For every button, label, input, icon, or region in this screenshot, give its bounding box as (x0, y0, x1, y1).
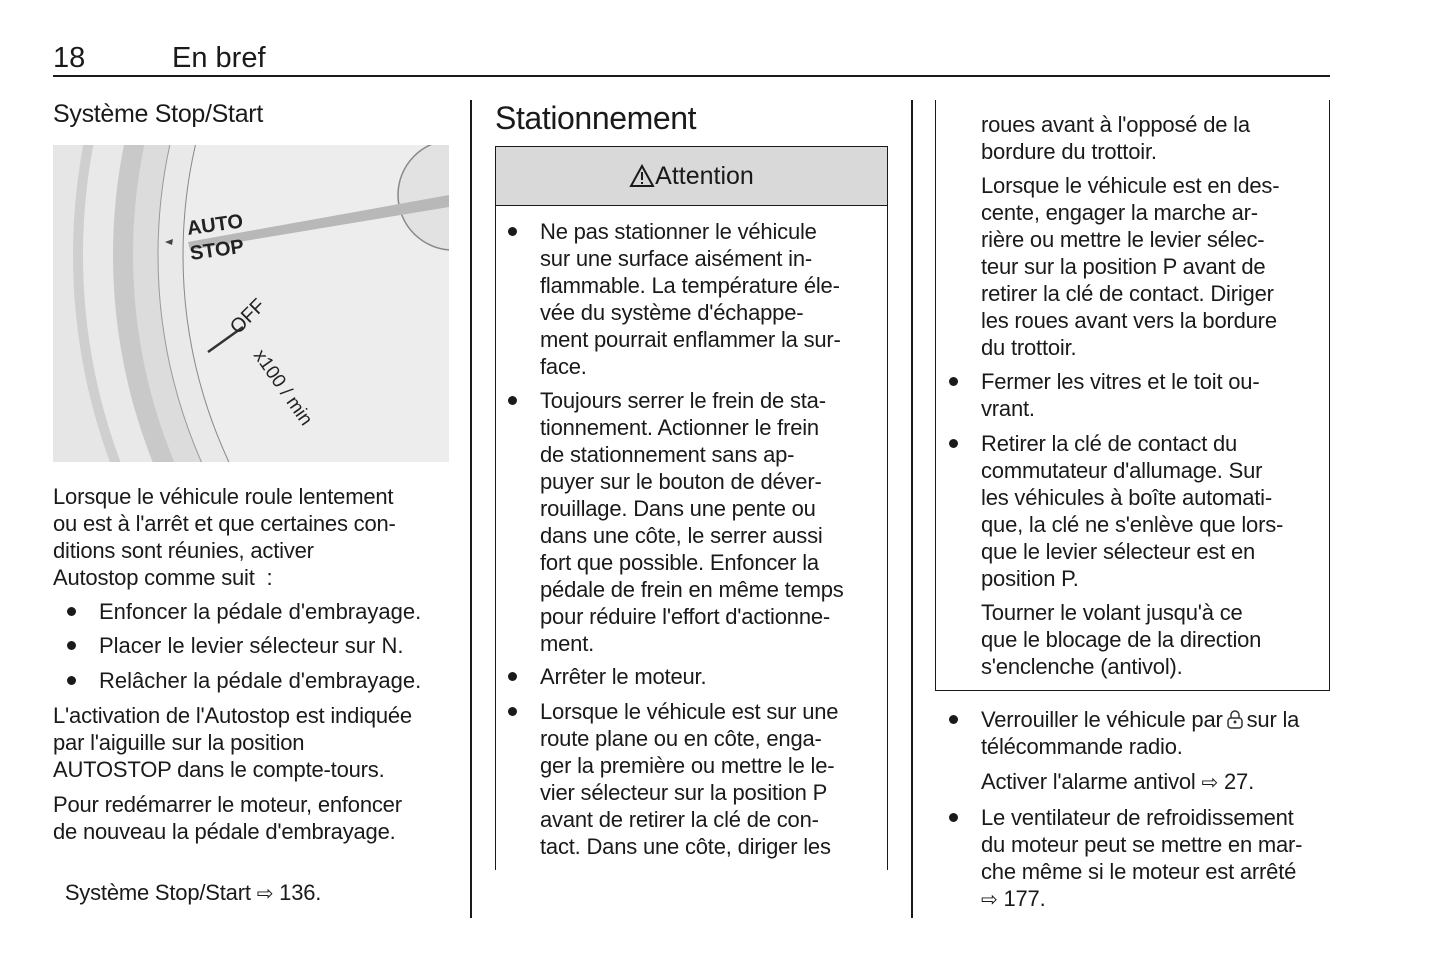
alarm-reference (981, 768, 1254, 797)
cross-reference (53, 852, 321, 908)
list-item: Fermer les vitres et le toit ou- vrant. (981, 369, 1260, 421)
fan-page[interactable]: 177. (1003, 886, 1046, 911)
column-divider (470, 100, 472, 918)
attention-header (496, 147, 887, 206)
lock-button-icon (1226, 709, 1244, 729)
list-item: Retirer la clé de contact du commutateur d'allumage. Sur les véhicules à boîte automati- que, la clé ne s'enlève que lors- que le levier sélecteur est en position P. (981, 431, 1284, 591)
section-heading: Système Stop/Start (53, 100, 263, 128)
continued-text: roues avant à l'opposé de la bordure du trottoir. (981, 112, 1250, 164)
stop-label: STOP (188, 235, 246, 265)
list-item (981, 706, 1299, 760)
activation-paragraph: L'activation de l'Autostop est indiquée par l'aiguille sur la position AUTOSTOP dans le compte-tours. (53, 703, 412, 782)
tachometer-illustration (53, 145, 449, 462)
page-reference-arrow-icon: ⇨ (981, 889, 998, 911)
unit-label: x100 / min (248, 345, 317, 430)
section-title: En bref (172, 42, 266, 74)
page-reference-arrow-icon: ⇨ (256, 883, 274, 905)
column-divider (911, 100, 913, 918)
list-item: Relâcher la pédale d'embrayage. (99, 668, 422, 693)
page-reference-arrow-icon: ⇨ (1201, 772, 1219, 794)
alarm-page[interactable]: 27. (1224, 769, 1254, 794)
section-heading: Stationnement (495, 100, 697, 136)
tachometer-figure (53, 145, 449, 462)
page-number: 18 (53, 42, 86, 74)
auto-label: AUTO (185, 210, 245, 240)
list-item: Arrêter le moteur. (540, 664, 707, 689)
list-item: Placer le levier sélecteur sur N. (99, 633, 404, 658)
reference-text: Système Stop/Start (64, 880, 251, 905)
list-item: Ne pas stationner le véhicule sur une surface aisément in- flammable. La température éle- vée du système d'échappe- ment pourrait enflammer la sur- face. (540, 219, 841, 379)
list-item: Lorsque le véhicule est sur une route plane ou en côte, enga- ger la première ou mettre le le- vier sélecteur sur la position P avant de retirer la clé de con- tact. Dans une côte, diriger les (540, 699, 839, 859)
lock-text: Verrouiller le véhicule par (981, 707, 1223, 732)
intro-paragraph: Lorsque le véhicule roule lentement ou est à l'arrêt et que certaines con- ditions sont réunies, activer Autostop comme suit : (53, 484, 396, 590)
lock-text-c: télécommande radio. (981, 734, 1183, 759)
off-label: OFF (225, 294, 270, 339)
downhill-paragraph: Lorsque le véhicule est en des- cente, engager la marche ar- rière ou mettre le levier sélec- teur sur la position P avant de retirer la clé de contact. Diriger les roues avant vers la bordure du trottoir. (981, 173, 1280, 360)
steering-paragraph: Tourner le volant jusqu'à ce que le blocage de la direction s'enclenche (antivol). (981, 600, 1262, 679)
attention-label: Attention (655, 161, 754, 190)
list-item: Toujours serrer le frein de sta- tionnement. Actionner le frein de stationnement sans ap- puyer sur le bouton de déver- rouillage. Dans une pente ou dans une côte, le serrer aussi fort que possible. Enfoncer la pédale de frein en même temps pour réduire l'effort d'actionne- ment. (540, 388, 844, 656)
restart-paragraph: Pour redémarrer le moteur, enfoncer de nouveau la pédale d'embrayage. (53, 792, 402, 844)
fan-text: Le ventilateur de refroidissement du moteur peut se mettre en mar- che même si le moteur est arrêté (981, 805, 1303, 884)
list-item (981, 804, 1302, 914)
reference-page[interactable]: 136. (279, 880, 322, 905)
lock-text-b: sur la (1246, 707, 1300, 732)
header-rule (53, 75, 1330, 77)
list-item: Enfoncer la pédale d'embrayage. (99, 599, 422, 624)
alarm-text: Activer l'alarme antivol (981, 769, 1196, 794)
warning-triangle-icon (629, 164, 655, 188)
